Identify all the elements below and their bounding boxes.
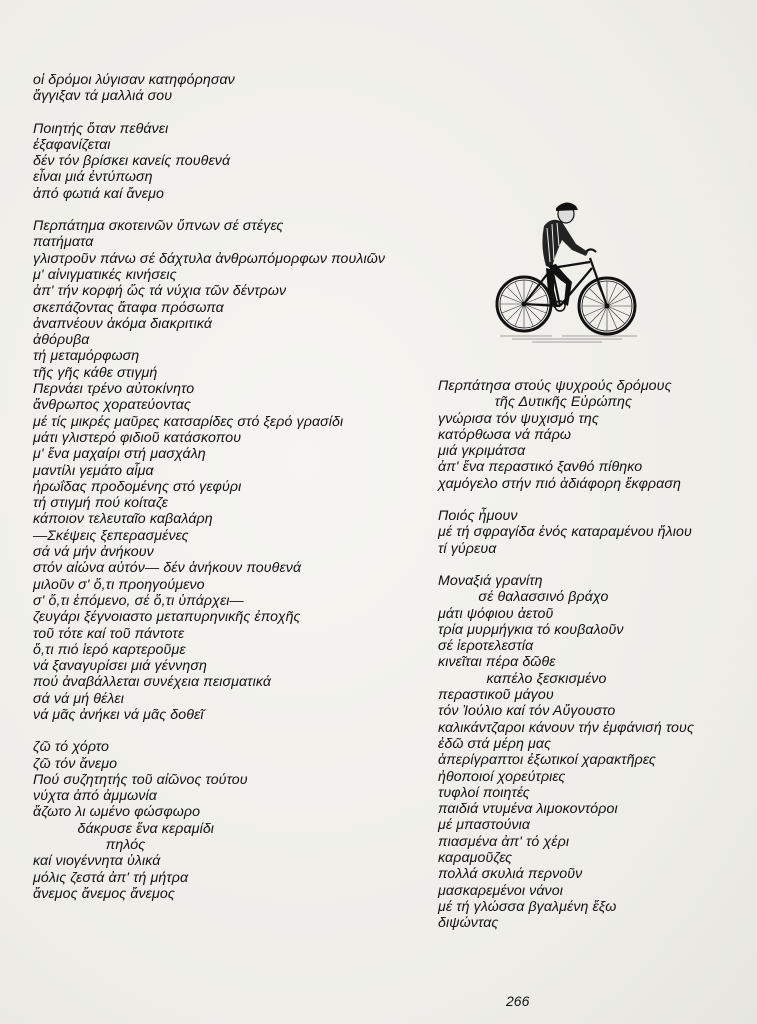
poem-line: σέ ἱεροτελεστία	[438, 638, 534, 655]
poem-line: πιασμένα ἀπ' τό χέρι	[438, 833, 570, 850]
stanza	[33, 739, 453, 902]
poem-line: γνώρισα τόν ψυχισμό της	[438, 410, 599, 427]
poem-line: τῆς γῆς κάθε στιγμή	[33, 364, 158, 381]
poem-line: τυφλοί ποιητές	[438, 784, 530, 801]
ground-shading	[500, 336, 637, 342]
poem-line: τή μεταμόρφωση	[33, 348, 140, 365]
poem-line: τόν Ἰούλιο καί τόν Αὔγουστο	[438, 703, 616, 720]
poem-line: χαμόγελο στήν πιό ἀδιάφορη ἔκφραση	[438, 475, 681, 492]
poem-line: Πού συζητητής τοῦ αἰῶνος τούτου	[33, 771, 248, 788]
poem-line: γλιστροῦν πάνω σέ δάχτυλα ἀνθρωπόμορφων πουλιῶν	[33, 250, 386, 267]
poem-line: σκεπάζοντας ἄταφα πρόσωπα	[33, 299, 224, 316]
stanza	[438, 378, 753, 492]
poem-line: σά νά μήν ἀνήκουν	[33, 544, 154, 561]
poem-line: καπέλο ξεσκισμένο	[438, 670, 607, 687]
poem-line: ἠθοποιοί χορεύτριες	[438, 768, 566, 785]
poem-line: Περπάτημα σκοτεινῶν ὕπνων σέ στέγες	[33, 218, 284, 235]
poem-line: ἐδῶ στά μέρη μας	[438, 735, 552, 752]
poem-line: σ' ὅ,τι ἑπόμενο, σέ ὅ,τι ὑπάρχει—	[33, 592, 244, 609]
poem-line: νύχτα ἀπό ἀμμωνία	[33, 788, 157, 805]
stanza	[33, 218, 453, 723]
poem-line: περαστικοῦ μάγου	[438, 687, 554, 704]
poem-line: Ποιητής ὅταν πεθάνει	[33, 120, 169, 137]
cyclist-illustration	[492, 196, 642, 346]
poem-line: τῆς Δυτικῆς Εὐρώπης	[438, 394, 632, 411]
poem-line: μιλοῦν σ' ὅ,τι προηγούμενο	[33, 576, 205, 593]
stanza	[33, 72, 453, 105]
poem-line: —Σκέψεις ξεπερασμένες	[33, 527, 189, 544]
poem-line: Ποιός ἦμουν	[438, 508, 518, 525]
page-number: 266	[506, 993, 530, 1009]
poem-line: μέ μπαστούνια	[438, 817, 531, 834]
poem-line: κάποιον τελευταῖο καβαλάρη	[33, 511, 213, 528]
poem-line: ἄνεμος ἄνεμος ἄνεμος	[33, 885, 175, 902]
poem-line: καλικάντζαροι κάνουν τήν ἐμφάνισή τους	[438, 719, 694, 736]
poem-line: μέ τή γλώσσα βγαλμένη ἔξω	[438, 898, 617, 915]
poem-line: μιά γκριμάτσα	[438, 443, 526, 460]
poem-line: Περπάτησα στούς ψυχρούς δρόμους	[438, 378, 672, 394]
poem-line: ἄγγιξαν τά μαλλιά σου	[33, 88, 173, 105]
poem-line: ἀπό φωτιά καί ἄνεμο	[33, 185, 165, 202]
poem-line: στόν αἰώνα αὐτόν— δέν ἀνήκουν πουθενά	[33, 560, 302, 577]
poem-line: μαντίλι γεμάτο αἷμα	[33, 462, 154, 479]
stanza	[438, 508, 753, 557]
poem-line: μ' αἰνιγματικές κινήσεις	[33, 266, 177, 283]
poem-line: ζῶ τό χόρτο	[33, 739, 110, 756]
poem-line: ἀθόρυβα	[33, 332, 90, 349]
poem-line: σά νά μή θέλει	[33, 690, 125, 707]
poem-line: μάτι γλιστερό φιδιοῦ κατάσκοπου	[33, 429, 242, 446]
poem-right-column	[438, 378, 753, 948]
poem-line: μασκαρεμένοι νάνοι	[438, 882, 563, 899]
poem-line: μόλις ζεστά ἀπ' τή μήτρα	[33, 869, 189, 886]
poem-line: ἄνθρωπος χορατεύοντας	[33, 397, 191, 414]
poem-line: μάτι ψόφιου ἀετοῦ	[438, 605, 554, 622]
poem-line: Περνάει τρένο αὐτοκίνητο	[33, 381, 195, 398]
poem-line: ἀναπνέουν ἀκόμα διακριτικά	[33, 315, 213, 332]
poem-line: σέ θαλασσινό βράχο	[438, 589, 609, 606]
poem-line: νά μᾶς ἀνήκει νά μᾶς δοθεῖ	[33, 706, 204, 723]
poem-line: καί νιογέννητα ὑλικά	[33, 853, 161, 870]
poem-line: τή στιγμή πού κοίταζε	[33, 495, 168, 512]
poem-line: μέ τίς μικρές μαῦρες κατσαρίδες στό ξερό γρασίδι	[33, 413, 344, 430]
poem-line: ἐξαφανίζεται	[33, 136, 111, 153]
poem-line: ἄζωτο λι ωμένο φώσφωρο	[33, 804, 201, 821]
poem-line: Μοναξιά γρανίτη	[438, 572, 543, 589]
stanza	[33, 121, 453, 202]
poem-line: κινεῖται πέρα δῶθε	[438, 654, 556, 671]
poem-line: ἀπ' ἕνα περαστικό ξανθό πίθηκο	[438, 459, 643, 476]
poem-line: κατόρθωσα νά πάρω	[438, 426, 572, 443]
poem-line: ὅ,τι πιό ἱερό καρτεροῦμε	[33, 641, 186, 658]
poem-line: τρία μυρμήγκια τό κουβαλοῦν	[438, 621, 624, 638]
poem-line: δέν τόν βρίσκει κανείς πουθενά	[33, 153, 231, 170]
poem-line: οἱ δρόμοι λύγισαν κατηφόρησαν	[33, 72, 235, 88]
poem-left-column	[33, 72, 453, 918]
poem-line: ζευγάρι ξέγνοιαστο μεταπυρηνικῆς ἐποχῆς	[33, 609, 301, 626]
poem-line: καραμοῦζες	[438, 850, 513, 867]
poem-line: τοῦ τότε καί τοῦ πάντοτε	[33, 625, 185, 642]
poem-line: διψώντας	[438, 915, 499, 932]
poem-line: παιδιά ντυμένα λιμοκοντόροι	[438, 801, 618, 818]
poem-line: πολλά σκυλιά περνοῦν	[438, 866, 583, 883]
poem-line: πού ἀναβάλλεται συνέχεια πεισματικά	[33, 674, 272, 691]
poem-line: πατήματα	[33, 234, 94, 251]
poem-line: μέ τή σφραγίδα ἑνός καταραμένου ἥλιου	[438, 524, 692, 541]
poem-line: δάκρυσε ἕνα κεραμίδι	[33, 820, 215, 837]
poem-line: τί γύρευα	[438, 540, 497, 557]
poem-line: εἶναι μιά ἐντύπωση	[33, 169, 153, 186]
stanza	[438, 573, 753, 932]
poem-line: μ' ἕνα μαχαίρι στή μασχάλη	[33, 446, 206, 463]
poem-line: ἡρωΐδας προδομένης στό γεφύρι	[33, 478, 242, 495]
poem-line: πηλός	[33, 837, 146, 854]
poem-line: ἀπερίγραπτοι ἐξωτικοί χαρακτῆρες	[438, 752, 656, 769]
poem-line: ἀπ' τήν κορφή ὥς τά νύχια τῶν δέντρων	[33, 283, 287, 300]
poem-line: νά ξαναγυρίσει μιά γέννηση	[33, 658, 207, 675]
poem-line: ζῶ τόν ἄνεμο	[33, 755, 118, 772]
